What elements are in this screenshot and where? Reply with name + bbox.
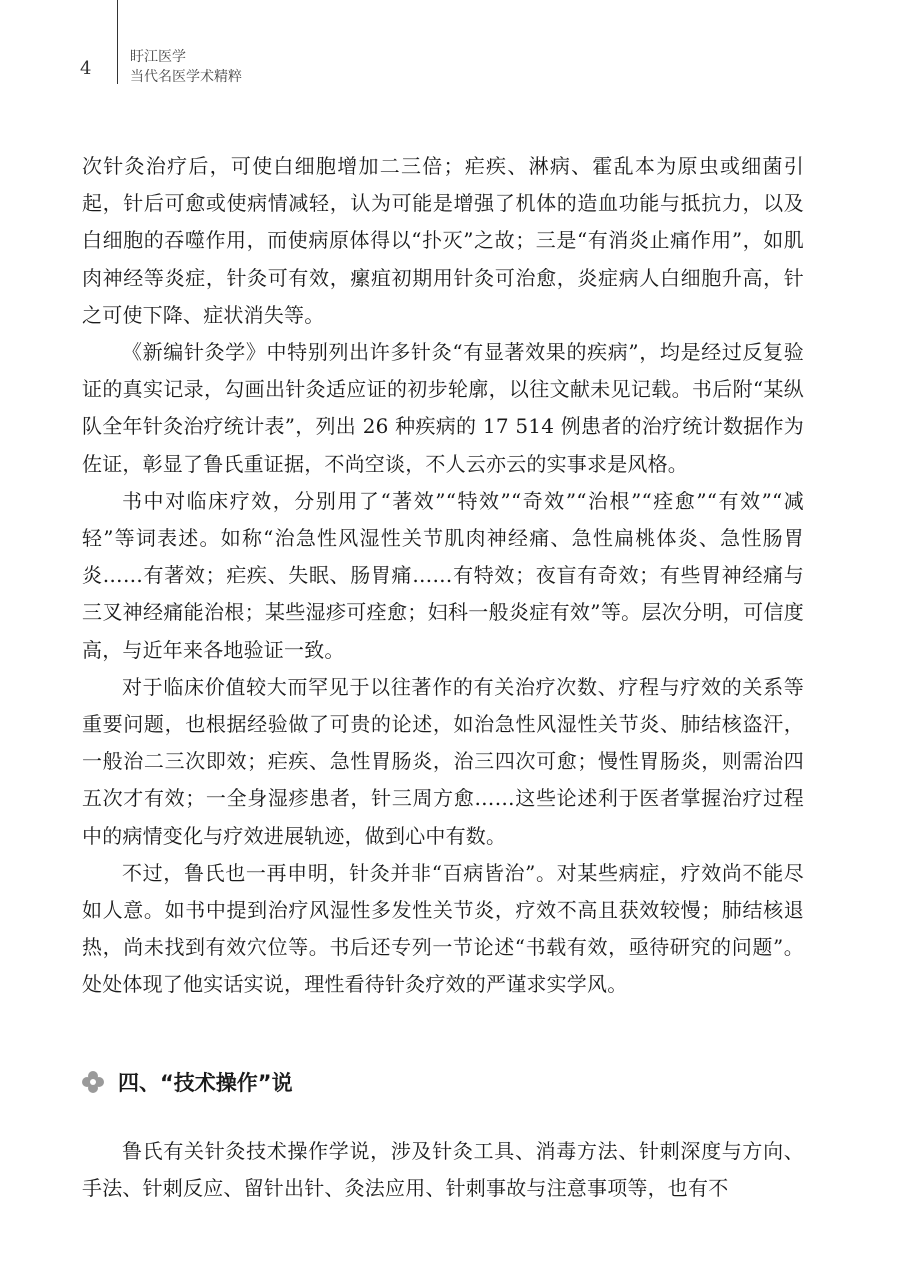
paragraph: 次针灸治疗后，可使白细胞增加二三倍；疟疾、淋病、霍乱本为原虫或细菌引起，针后可愈或使病情减轻，认为可能是增强了机体的造血功能与抵抗力，以及白细胞的吞噬作用，而使病原体得以“扑灭”之故；三是“有消炎止痛作用”，如肌肉神经等炎症，针灸可有效，瘰疽初期用针灸可治愈，炎症病人白细胞升高，针之可使下降、症状消失等。 (82, 154, 804, 327)
section-heading-text: 四、“技术操作”说 (118, 1071, 293, 1095)
paragraph: 不过，鲁氏也一再申明，针灸并非“百病皆治”。对某些病症，疗效尚不能尽如人意。如书中提到治疗风湿性多发性关节炎，疗效不高且获效较慢；肺结核退热，尚未找到有效穴位等。书后还专列一节论述“书载有效，亟待研究的问题”。处处体现了他实话实说，理性看待针灸疗效的严谨求实学风。 (82, 860, 804, 997)
paragraph: 书中对临床疗效，分别用了“著效”“特效”“奇效”“治根”“痊愈”“有效”“减轻”等词表述。如称“治急性风湿性关节肌肉神经痛、急性扁桃体炎、急性肠胃炎……有著效；疟疾、失眠、肠胃痛……有特效；夜盲有奇效；有些胃神经痛与三叉神经痛能治根；某些湿疹可痊愈；妇科一般炎症有效”等。层次分明，可信度高，与近年来各地验证一致。 (82, 488, 804, 662)
body-text (82, 148, 804, 1004)
book-subtitle: 当代名医学术精粹 (130, 69, 242, 85)
paragraph: 《新编针灸学》中特别列出许多针灸“有显著效果的疾病”，均是经过反复验证的真实记录，勾画出针灸适应证的初步轮廓，以往文献未见记载。书后附“某纵队全年针灸治疗统计表”，列出 26 种疾病的 17 514 例患者的治疗统计数据作为佐证，彰显了鲁氏重证据，不尚空谈，不人云亦云的实事求是风格。 (82, 340, 804, 476)
section-body (82, 1133, 804, 1207)
page-number: 4 (80, 58, 92, 79)
running-head (130, 47, 242, 87)
header-divider (117, 0, 118, 84)
clover-icon (82, 1071, 104, 1093)
paragraph: 对于临床价值较大而罕见于以往著作的有关治疗次数、疗程与疗效的关系等重要问题，也根据经验做了可贵的论述，如治急性风湿性关节炎、肺结核盗汗，一般治二三次即效；疟疾、急性胃肠炎，治三四次可愈；慢性胃肠炎，则需治四五次才有效；一全身湿疹患者，针三周方愈……这些论述利于医者掌握治疗过程中的病情变化与疗效进展轨迹，做到心中有数。 (82, 674, 804, 848)
book-series-title: 盱江医学 (130, 49, 186, 65)
paragraph: 鲁氏有关针灸技术操作学说，涉及针灸工具、消毒方法、针刺深度与方向、手法、针刺反应、留针出针、灸法应用、针刺事故与注意事项等，也有不 (82, 1139, 804, 1201)
section-heading (82, 1064, 293, 1100)
